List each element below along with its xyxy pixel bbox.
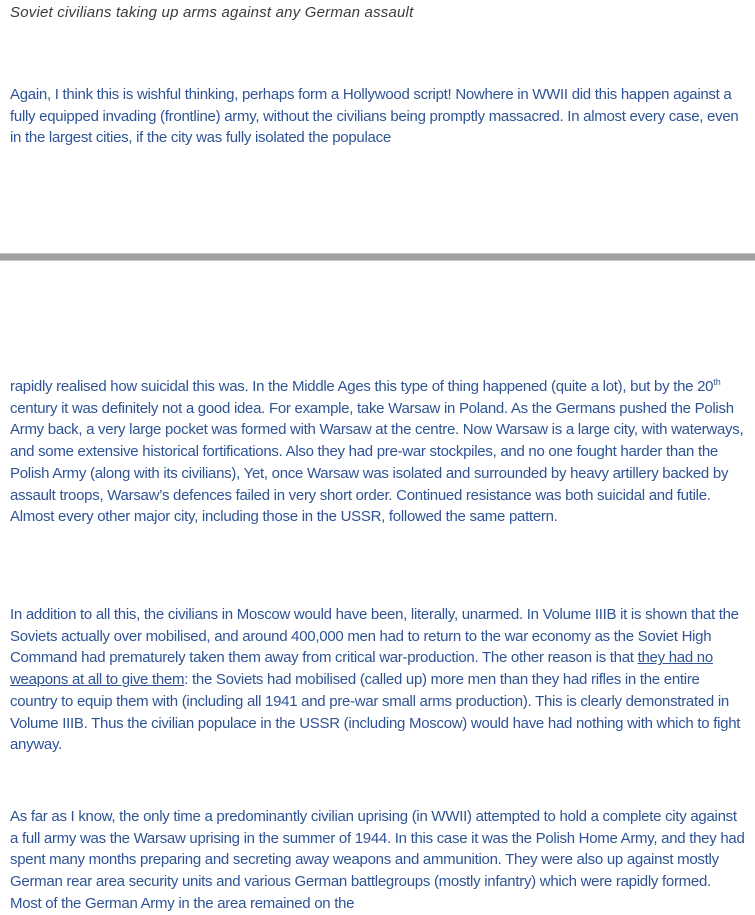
paragraph-wishful-thinking	[10, 84, 746, 149]
text-segment-normal: As far as I know, the only time a predominantly civilian uprising (in WWII) attempted to hold a complete city against a full army was the Warsaw uprising in the summer of 1944. In this case it was the Polish Home Army, and they had spent many months preparing and secreting away weapons and ammunition. They were also up against mostly German rear area security units and various German battlegroups (mostly infantry) which were rapidly formed. Most of the German Army in the area remained on the	[10, 808, 745, 912]
paragraph-warsaw-1939	[10, 372, 746, 528]
text-segment-superscript: th	[713, 377, 721, 387]
text-segment-normal: In addition to all this, the civilians in Moscow would have been, literally, unarmed. In Volume IIIB it is shown that the Soviets actually over mobilised, and around 400,000 men had to return to the war economy as the Soviet High Command had prematurely taken them away from critical war-production. The other reason is that	[10, 606, 739, 667]
paragraph-moscow-unarmed	[10, 604, 746, 756]
text-segment-normal: century it was definitely not a good idea. For example, take Warsaw in Poland. As the Germans pushed the Polish Army back, a very large pocket was formed with Warsaw at the centre. Now Warsaw is a large city, with waterways, and some extensive historical fortifications. Also they had pre-war stockpiles, and no one fought harder than the Polish Army (along with its civilians), Yet, once Warsaw was isolated and surrounded by heavy artillery backed by assault troops, Warsaw’s defences failed in very short order. Continued resistance was both suicidal and futile. Almost every other major city, including those in the USSR, followed the same pattern.	[10, 399, 744, 526]
text-segment-normal: Again, I think this is wishful thinking, perhaps form a Hollywood script! Nowhere in WWII did this happen against a fully equipped invading (frontline) army, without the civilians being promptly massacred. In almost every case, even in the largest cities, if the city was fully isolated the populace	[10, 86, 739, 147]
section-heading: Soviet civilians taking up arms against any German assault	[10, 4, 414, 21]
text-segment-underline: they had no weapons at all to give them	[10, 649, 713, 689]
text-segment-normal: rapidly realised how suicidal this was. In the Middle Ages this type of thing happened (quite a lot), but by the 20	[10, 378, 714, 395]
page-break-divider	[0, 253, 755, 261]
paragraph-warsaw-uprising-1944	[10, 806, 746, 915]
text-segment-normal: : the Soviets had mobilised (called up) more men than they had rifles in the entire country to equip them with (including all 1941 and pre-war small arms production). This is clearly demonstrated in Volume IIIB. Thus the civilian populace in the USSR (including Moscow) would have had nothing with which to fight anyway.	[10, 671, 741, 754]
